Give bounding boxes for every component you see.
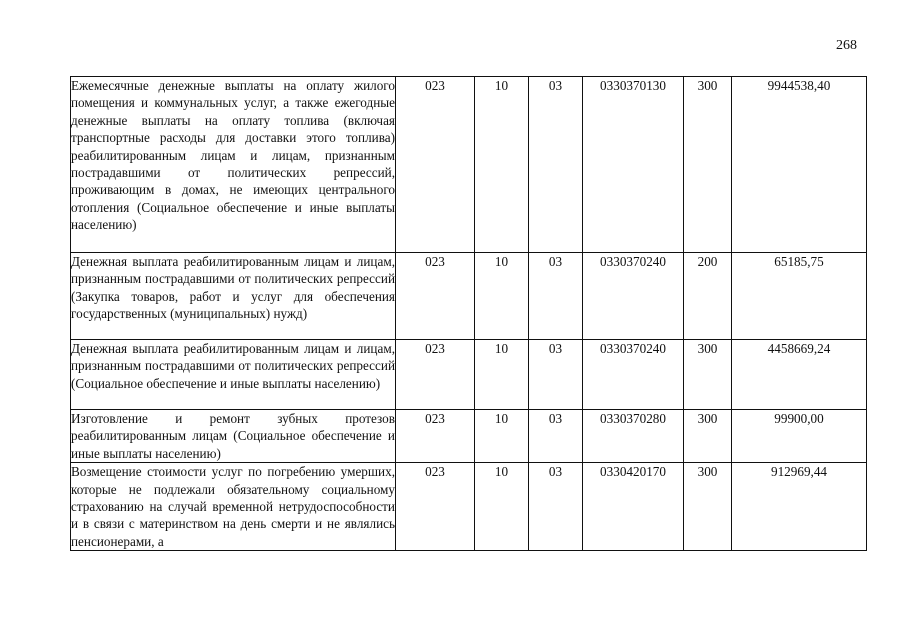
- section-cell: 10: [475, 340, 529, 410]
- table-row: [71, 253, 867, 340]
- table-row: [71, 77, 867, 253]
- subsection-cell: 03: [529, 77, 583, 253]
- amount-cell: 4458669,24: [732, 340, 867, 410]
- budget-table: [70, 76, 867, 551]
- subsection-cell: 03: [529, 463, 583, 551]
- target-article-cell: 0330370240: [583, 340, 684, 410]
- subsection-cell: 03: [529, 410, 583, 463]
- row-name-cell: [71, 410, 396, 463]
- table-row: [71, 463, 867, 551]
- expense-type-cell: 300: [684, 340, 732, 410]
- row-name: Возмещение стоимости услуг по погребению умерших, которые не подлежали обязательному социальному страхованию на случай временной нетрудоспособности и в связи с материнством на день смерти и не являлись пенсионерами, а: [71, 464, 395, 549]
- grbs-cell: 023: [396, 340, 475, 410]
- page-number: 268: [836, 38, 857, 53]
- table-row: [71, 410, 867, 463]
- grbs-cell: 023: [396, 77, 475, 253]
- section-cell: 10: [475, 463, 529, 551]
- grbs-cell: 023: [396, 253, 475, 340]
- expense-type-cell: 300: [684, 463, 732, 551]
- grbs-cell: 023: [396, 463, 475, 551]
- target-article-cell: 0330370130: [583, 77, 684, 253]
- target-article-cell: 0330370240: [583, 253, 684, 340]
- row-name-cell: [71, 77, 396, 253]
- amount-cell: 912969,44: [732, 463, 867, 551]
- expense-type-cell: 300: [684, 410, 732, 463]
- table-row: [71, 340, 867, 410]
- row-name: Ежемесячные денежные выплаты на оплату жилого помещения и коммунальных услуг, а также ежегодные денежные выплаты на оплату топлива (включая транспортные расходы для доставки этого топлива) реабилитированным лицам и лицам, признанным пострадавшими от политических репрессий, проживающим в домах, не имеющих центрального отопления (Социальное обеспечение и иные выплаты населению): [71, 78, 395, 233]
- row-name-cell: [71, 253, 396, 340]
- amount-cell: 99900,00: [732, 410, 867, 463]
- section-cell: 10: [475, 77, 529, 253]
- row-name-cell: [71, 463, 396, 551]
- row-name: Изготовление и ремонт зубных протезов реабилитированным лицам (Социальное обеспечение и иные выплаты населению): [71, 411, 395, 461]
- grbs-cell: 023: [396, 410, 475, 463]
- row-name: Денежная выплата реабилитированным лицам и лицам, признанным пострадавшими от политических репрессий (Закупка товаров, работ и услуг для обеспечения государственных (муниципальных) нужд): [71, 254, 395, 322]
- target-article-cell: 0330420170: [583, 463, 684, 551]
- section-cell: 10: [475, 410, 529, 463]
- section-cell: 10: [475, 253, 529, 340]
- row-name: Денежная выплата реабилитированным лицам и лицам, признанным пострадавшими от политических репрессий (Социальное обеспечение и иные выплаты населению): [71, 341, 395, 391]
- expense-type-cell: 200: [684, 253, 732, 340]
- amount-cell: 9944538,40: [732, 77, 867, 253]
- amount-cell: 65185,75: [732, 253, 867, 340]
- expense-type-cell: 300: [684, 77, 732, 253]
- subsection-cell: 03: [529, 253, 583, 340]
- row-name-cell: [71, 340, 396, 410]
- target-article-cell: 0330370280: [583, 410, 684, 463]
- subsection-cell: 03: [529, 340, 583, 410]
